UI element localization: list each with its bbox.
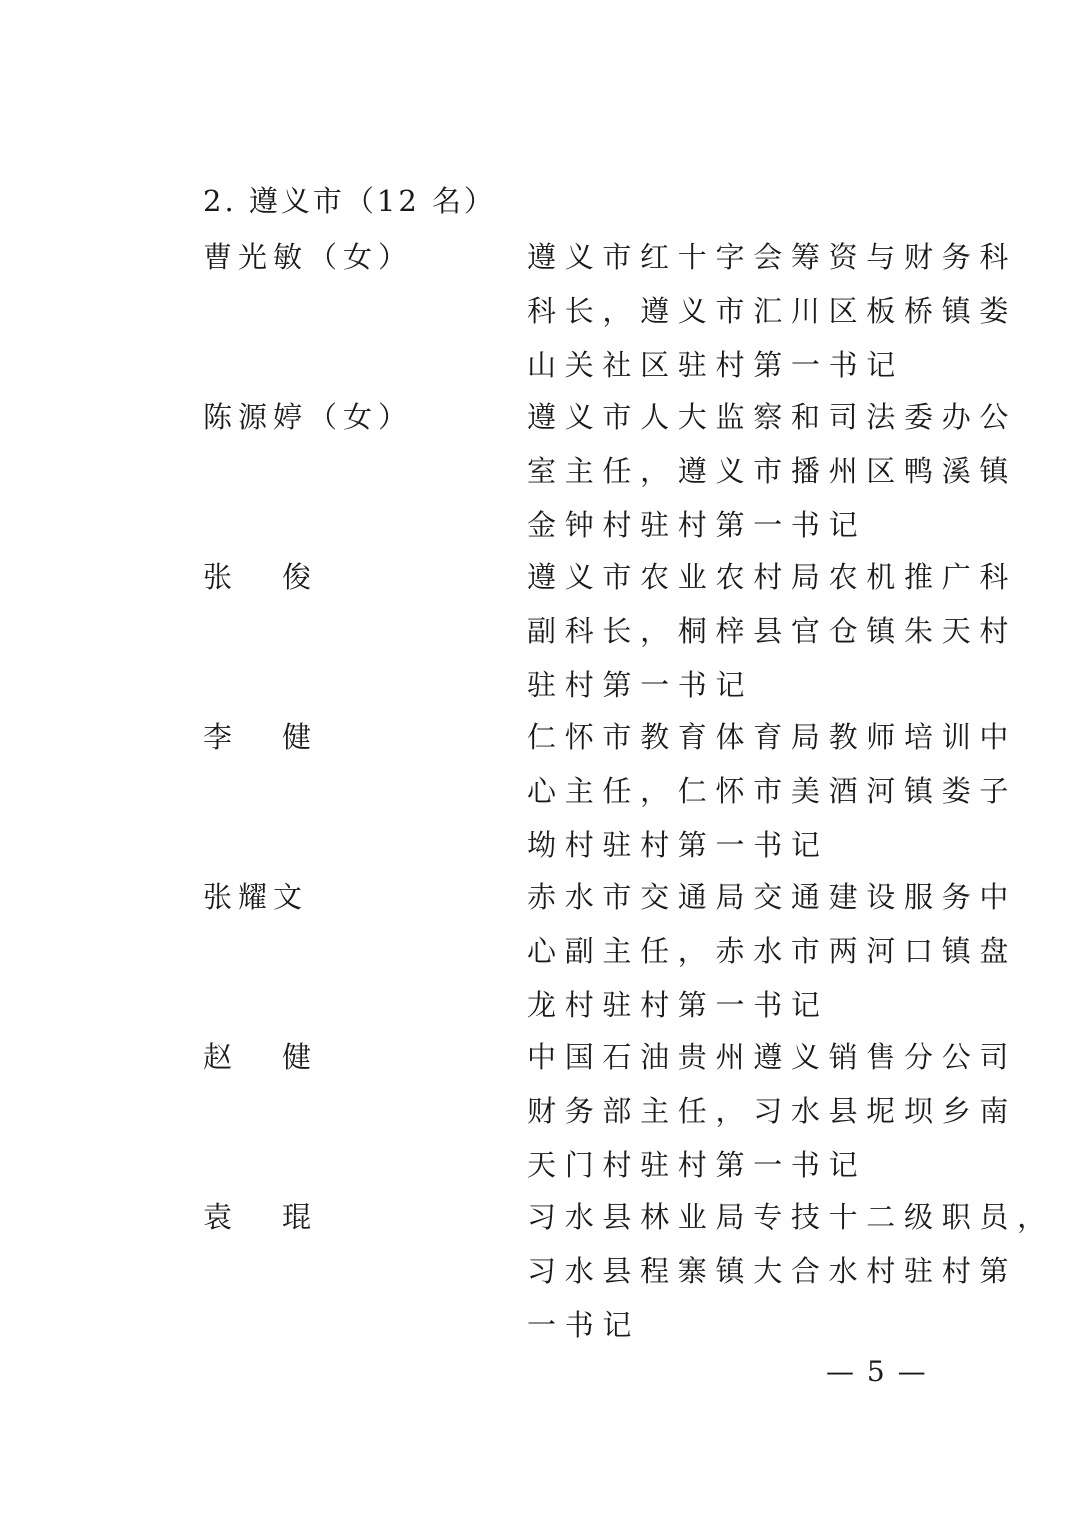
person-name: 曹光敏（女） [203,240,414,274]
page-number: — 5 — [826,1355,928,1388]
list-item [203,1190,1055,1350]
person-position [527,550,1018,712]
position-line: 室主任，遵义市播州区鸭溪镇 [527,454,1018,488]
person-position [527,710,1018,872]
list-item [203,390,1018,550]
position-line: 中国石油贵州遵义销售分公司 [527,1040,1018,1074]
name-char: 俊 [282,560,318,594]
person-name: 陈源婷（女） [203,400,414,434]
name-char: 袁 [203,1200,239,1234]
person-name [203,710,317,764]
position-line: 心主任，仁怀市美酒河镇娄子 [527,774,1018,808]
person-position [527,1030,1018,1192]
position-line: 驻村第一书记 [527,668,754,702]
position-line: 遵义市农业农村局农机推广科 [527,560,1018,594]
position-line: 金钟村驻村第一书记 [527,508,867,542]
position-line: 龙村驻村第一书记 [527,988,829,1022]
list-item [203,710,1018,870]
position-line: 遵义市人大监察和司法委办公 [527,400,1018,434]
position-line: 赤水市交通局交通建设服务中 [527,880,1018,914]
list-item [203,550,1018,710]
position-line: 天门村驻村第一书记 [527,1148,867,1182]
name-char: 健 [282,720,318,754]
list-item [203,870,1018,1030]
position-line: 习水县林业局专技十二级职员， [527,1200,1055,1234]
section-heading: 2. 遵义市（12 名） [203,184,497,218]
person-position [527,230,1018,392]
name-char: 琨 [282,1200,318,1234]
name-char: 健 [282,1040,318,1074]
position-line: 副科长，桐梓县官仓镇朱天村 [527,614,1018,648]
position-line: 一书记 [527,1308,641,1342]
position-line: 财务部主任，习水县坭坝乡南 [527,1094,1018,1128]
person-position [527,390,1018,552]
person-name [203,1030,317,1084]
list-item [203,230,1018,390]
position-line: 遵义市红十字会筹资与财务科 [527,240,1018,274]
person-position [527,870,1018,1032]
position-line: 科长，遵义市汇川区板桥镇娄 [527,294,1018,328]
position-line: 山关社区驻村第一书记 [527,348,905,382]
name-char: 李 [203,720,239,754]
name-char: 张 [203,560,239,594]
position-line: 心副主任，赤水市两河口镇盘 [527,934,1018,968]
person-name: 张耀文 [203,880,309,914]
position-line: 坳村驻村第一书记 [527,828,829,862]
person-name [203,1190,317,1244]
personnel-list [203,230,1055,1350]
position-line: 习水县程寨镇大合水村驻村第 [527,1254,1018,1288]
person-name [203,550,317,604]
person-position [527,1190,1055,1352]
list-item [203,1030,1018,1190]
position-line: 仁怀市教育体育局教师培训中 [527,720,1018,754]
name-char: 赵 [203,1040,239,1074]
